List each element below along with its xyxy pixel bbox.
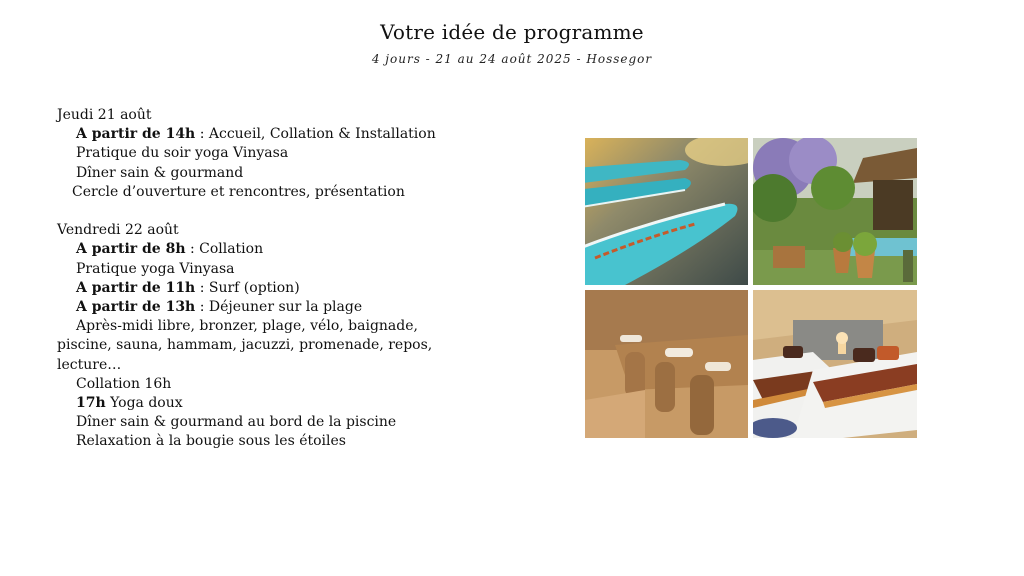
item-text: Yoga doux: [105, 395, 183, 412]
photo-gallery: [585, 138, 917, 438]
bedroom-photo: [753, 290, 917, 438]
day-heading: Jeudi 21 août: [57, 107, 152, 123]
day-thursday: [57, 106, 447, 202]
garden-pool-photo: [753, 138, 917, 285]
program-item: Pratique du soir yoga Vinyasa: [76, 145, 289, 162]
item-time: A partir de 11h: [76, 279, 196, 296]
page-subtitle: 4 jours - 21 au 24 août 2025 - Hossegor: [371, 52, 653, 66]
item-text: : Surf (option): [195, 279, 300, 296]
program-item: Dîner sain & gourmand au bord de la piscine: [76, 414, 397, 431]
program-item: Collation 16h: [76, 375, 172, 392]
item-text: : Collation: [185, 241, 264, 258]
program-item: [57, 394, 447, 413]
day-friday: [57, 221, 447, 451]
item-time: A partir de 14h: [76, 126, 196, 143]
program-item: [57, 279, 447, 298]
paddleboard-photo: [585, 138, 748, 285]
program-item: [57, 298, 447, 317]
page-title: Votre idée de programme: [380, 20, 644, 44]
program-item: Dîner sain & gourmand: [76, 164, 244, 181]
day-heading: Vendredi 22 août: [57, 222, 179, 239]
program-item: Après-midi libre, bronzer, plage, vélo, baignade, piscine, sauna, hammam, jacuzzi, promenade, repos, lecture…: [57, 318, 433, 373]
item-text: : Accueil, Collation & Installation: [195, 126, 436, 143]
hammam-photo: [585, 290, 748, 438]
item-time: 17h: [76, 395, 106, 412]
item-time: A partir de 13h: [76, 299, 196, 316]
program-item: Relaxation à la bougie sous les étoiles: [76, 433, 346, 450]
program-text: [57, 106, 447, 471]
program-item: Cercle d’ouverture et rencontres, présentation: [72, 183, 405, 200]
program-item: [57, 240, 447, 259]
item-time: A partir de 8h: [76, 241, 186, 258]
program-item: [57, 125, 447, 144]
item-text: : Déjeuner sur la plage: [195, 299, 363, 316]
program-item: Pratique yoga Vinyasa: [76, 260, 235, 277]
